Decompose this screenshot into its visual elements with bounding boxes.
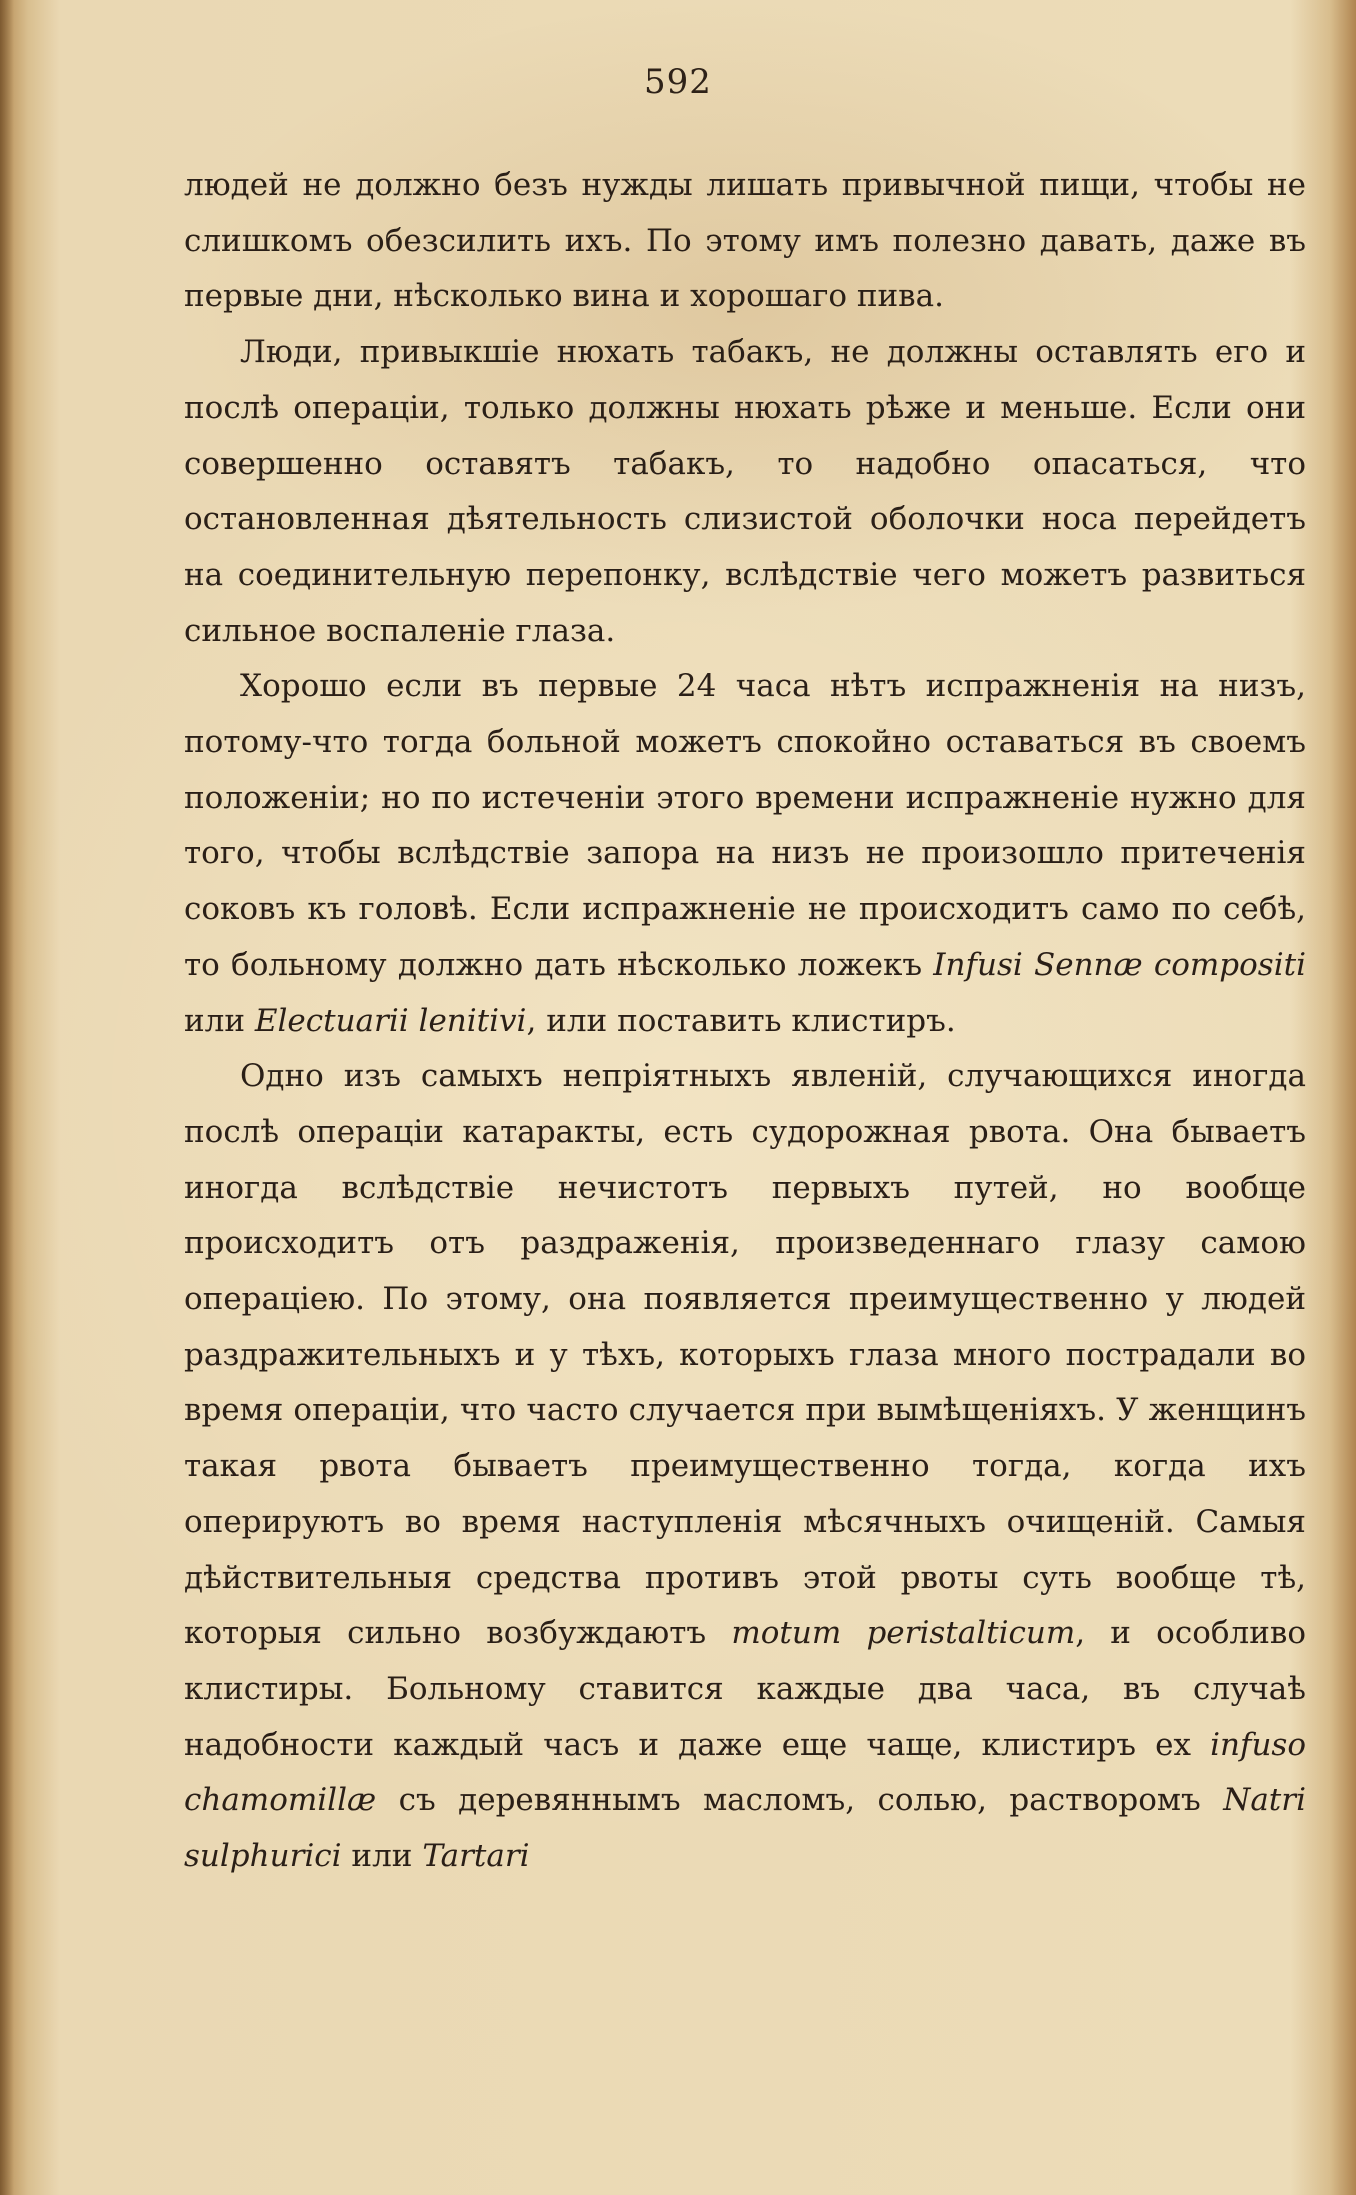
paragraph <box>184 325 1306 659</box>
text-run: , или поставить клистиръ. <box>526 1002 956 1039</box>
latin-term: motum peristalticum <box>731 1615 1076 1652</box>
text-run: или <box>184 1002 255 1039</box>
text-run: Люди, привыкшіе нюхать табакъ, не должны оставлять его и послѣ операціи, только должны нюхать рѣже и меньше. Если они совершенно оставятъ табакъ, то надобно опасаться, что остановленная дѣятельность слизистой оболочки носа перейдетъ на соединительную перепонку, вслѣдствіе чего можетъ развиться сильное воспаленіе глаза. <box>184 334 1306 649</box>
body-text <box>184 158 1306 1885</box>
paragraph <box>184 158 1306 325</box>
latin-term: Tartari <box>422 1838 530 1875</box>
latin-term: infuso chamomillæ <box>184 1726 1306 1819</box>
paragraph <box>184 659 1306 1049</box>
text-run: людей не должно безъ нужды лишать привычной пищи, чтобы не слишкомъ обезсилить ихъ. По этому имъ полезно давать, даже въ первые дни, нѣсколько вина и хорошаго пива. <box>184 167 1306 315</box>
page-edge-shadow <box>0 0 14 2195</box>
text-run: Одно изъ самыхъ непріятныхъ явленій, случающихся иногда послѣ операціи катаракты, есть судорожная рвота. Она бываетъ иногда вслѣдствіе нечистотъ первыхъ путей, но вообще происходитъ отъ раздраженія, произведеннаго глазу самою операціею. По этому, она появляется преимущественно у людей раздражительныхъ и у тѣхъ, которыхъ глаза много пострадали во время операціи, что часто случается при вымѣщеніяхъ. У женщинъ такая рвота бываетъ преимущественно тогда, когда ихъ оперируютъ во время наступленія мѣсячныхъ очищеній. Самыя дѣйствительныя средства противъ этой рвоты суть вообще тѣ, которыя сильно возбуждаютъ <box>184 1058 1306 1652</box>
text-run: съ деревяннымъ масломъ, солью, растворомъ <box>376 1782 1224 1819</box>
text-run: Хорошо если въ первые 24 часа нѣтъ испражненія на низъ, потому-что тогда больной можетъ спокойно оставаться въ своемъ положеніи; но по истеченіи этого времени испражненіе нужно для того, чтобы вслѣдствіе запора на низъ не произошло притеченія соковъ къ головѣ. Если испражненіе не происходитъ само по себѣ, то больному должно дать нѣсколько ложекъ <box>184 668 1306 983</box>
latin-term: Infusi Sennæ compositi <box>933 946 1306 983</box>
latin-term: Electuarii lenitivi <box>254 1002 527 1039</box>
text-run: или <box>341 1838 423 1875</box>
text-run: , и особливо клистиры. Больному ставится каждые два часа, въ случаѣ надобности каждый часъ и даже еще чаще, клистиръ ex <box>184 1615 1306 1763</box>
paragraph <box>184 1049 1306 1885</box>
latin-term: Natri sulphurici <box>184 1782 1306 1875</box>
page-number: 592 <box>644 62 712 102</box>
